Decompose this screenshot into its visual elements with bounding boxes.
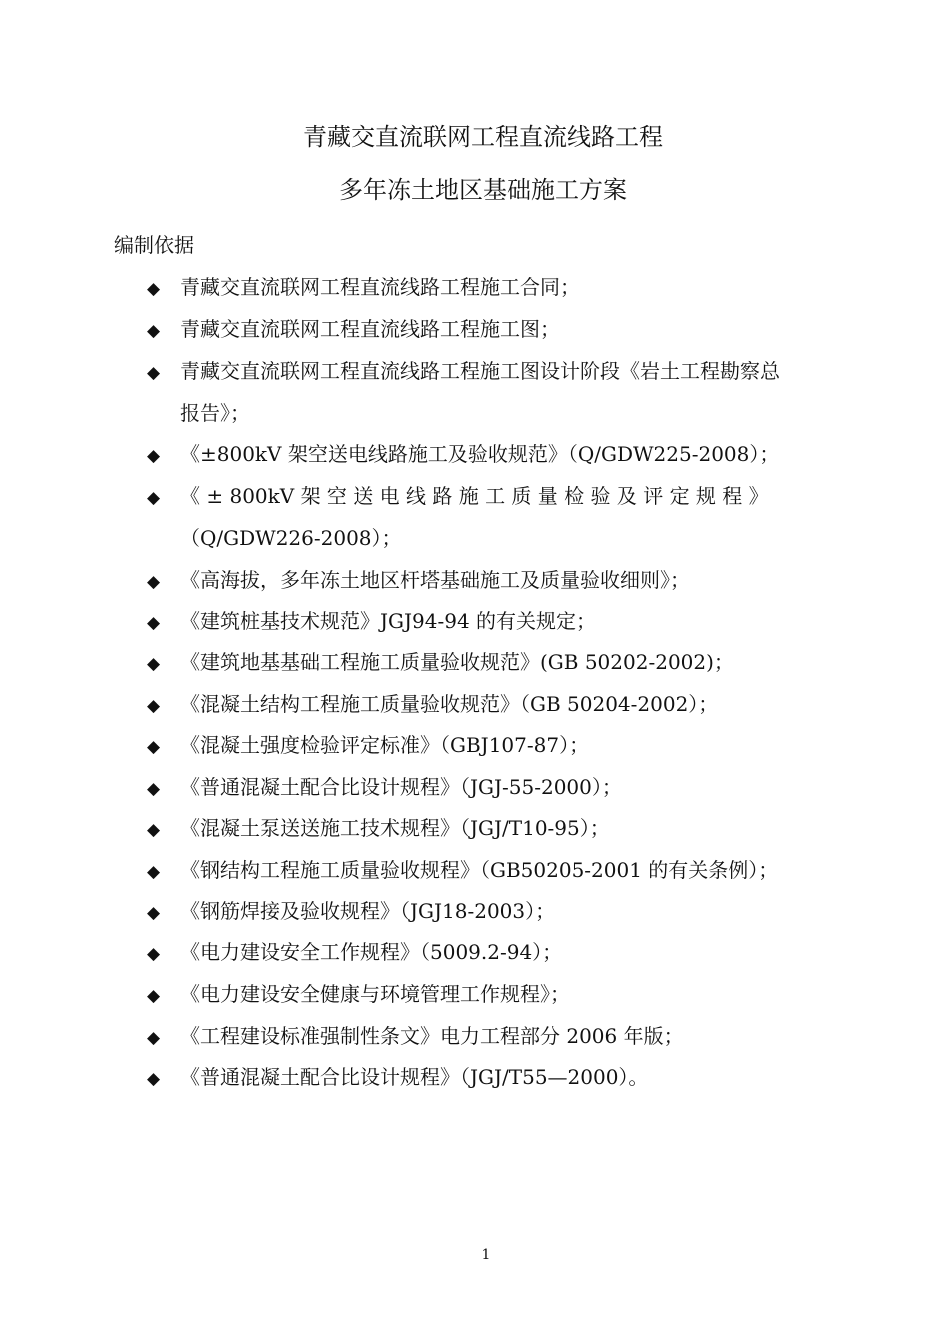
diamond-bullet-icon: ◆ xyxy=(147,1028,161,1048)
diamond-bullet-icon: ◆ xyxy=(147,737,161,757)
diamond-bullet-icon: ◆ xyxy=(147,820,161,840)
list-item-text: 《混凝土强度检验评定标准》（GBJ107-87）； xyxy=(180,733,590,757)
list-item-text: 青藏交直流联网工程直流线路工程施工图设计阶段《岩土工程勘察总 xyxy=(180,359,780,383)
list-item xyxy=(147,315,862,343)
list-item-continuation: 报告》； xyxy=(180,401,250,425)
list-item-continuation: （Q/GDW226-2008）； xyxy=(180,526,402,550)
list-item-text: 青藏交直流联网工程直流线路工程施工图； xyxy=(180,317,560,341)
diamond-bullet-icon: ◆ xyxy=(147,944,161,964)
list-item xyxy=(147,566,862,594)
diamond-bullet-icon: ◆ xyxy=(147,903,161,923)
section-heading: 编制依据 xyxy=(114,233,194,257)
list-item xyxy=(147,897,862,925)
list-item xyxy=(147,273,862,301)
list-item xyxy=(147,690,862,718)
list-item xyxy=(147,357,862,427)
list-item xyxy=(147,440,862,468)
page-number: 1 xyxy=(481,1247,491,1263)
list-item xyxy=(147,607,862,635)
diamond-bullet-icon: ◆ xyxy=(147,779,161,799)
list-item xyxy=(147,648,862,676)
diamond-bullet-icon: ◆ xyxy=(147,363,161,383)
list-item xyxy=(147,938,862,966)
list-item-text: 《电力建设安全工作规程》（5009.2-94）； xyxy=(180,940,563,964)
document-title-line2: 多年冻土地区基础施工方案 xyxy=(339,176,627,204)
list-item-text: 《 ± 800kV 架 空 送 电 线 路 施 工 质 量 检 验 及 评 定 规 程 》 xyxy=(180,484,769,508)
list-item-text: 《普通混凝土配合比设计规程》（JGJ/T55—2000）。 xyxy=(180,1065,649,1089)
list-item xyxy=(147,980,862,1008)
diamond-bullet-icon: ◆ xyxy=(147,572,161,592)
list-item-text: 《建筑桩基技术规范》JGJ94-94 的有关规定； xyxy=(180,609,597,633)
list-item xyxy=(147,773,862,801)
diamond-bullet-icon: ◆ xyxy=(147,696,161,716)
list-item-text: 《普通混凝土配合比设计规程》（JGJ-55-2000）； xyxy=(180,775,622,799)
list-item-text: 《工程建设标准强制性条文》电力工程部分 2006 年版； xyxy=(180,1024,684,1048)
diamond-bullet-icon: ◆ xyxy=(147,862,161,882)
list-item xyxy=(147,814,862,842)
diamond-bullet-icon: ◆ xyxy=(147,1069,161,1089)
list-item-text: 青藏交直流联网工程直流线路工程施工合同； xyxy=(180,275,580,299)
diamond-bullet-icon: ◆ xyxy=(147,488,161,508)
list-item-text: 《混凝土泵送送施工技术规程》（JGJ/T10-95）； xyxy=(180,816,610,840)
list-item xyxy=(147,1063,862,1091)
list-item-text: 《电力建设安全健康与环境管理工作规程》； xyxy=(180,982,570,1006)
list-item-text: 《高海拔，多年冻土地区杆塔基础施工及质量验收细则》； xyxy=(180,568,690,592)
diamond-bullet-icon: ◆ xyxy=(147,654,161,674)
list-item-text: 《±800kV 架空送电线路施工及验收规范》（Q/GDW225-2008）； xyxy=(180,442,780,466)
list-item-text: 《混凝土结构工程施工质量验收规范》（GB 50204-2002）； xyxy=(180,692,719,716)
list-item-text: 《钢结构工程施工质量验收规程》（GB50205-2001 的有关条例）； xyxy=(180,858,779,882)
diamond-bullet-icon: ◆ xyxy=(147,279,161,299)
list-item xyxy=(147,856,862,884)
list-item-text: 《钢筋焊接及验收规程》（JGJ18-2003）； xyxy=(180,899,556,923)
list-item xyxy=(147,731,862,759)
list-item-text: 《建筑地基基础工程施工质量验收规范》(GB 50202-2002)； xyxy=(180,650,734,674)
diamond-bullet-icon: ◆ xyxy=(147,321,161,341)
list-item xyxy=(147,482,862,552)
diamond-bullet-icon: ◆ xyxy=(147,613,161,633)
diamond-bullet-icon: ◆ xyxy=(147,446,161,466)
document-title-line1: 青藏交直流联网工程直流线路工程 xyxy=(303,123,663,151)
diamond-bullet-icon: ◆ xyxy=(147,986,161,1006)
list-item xyxy=(147,1022,862,1050)
